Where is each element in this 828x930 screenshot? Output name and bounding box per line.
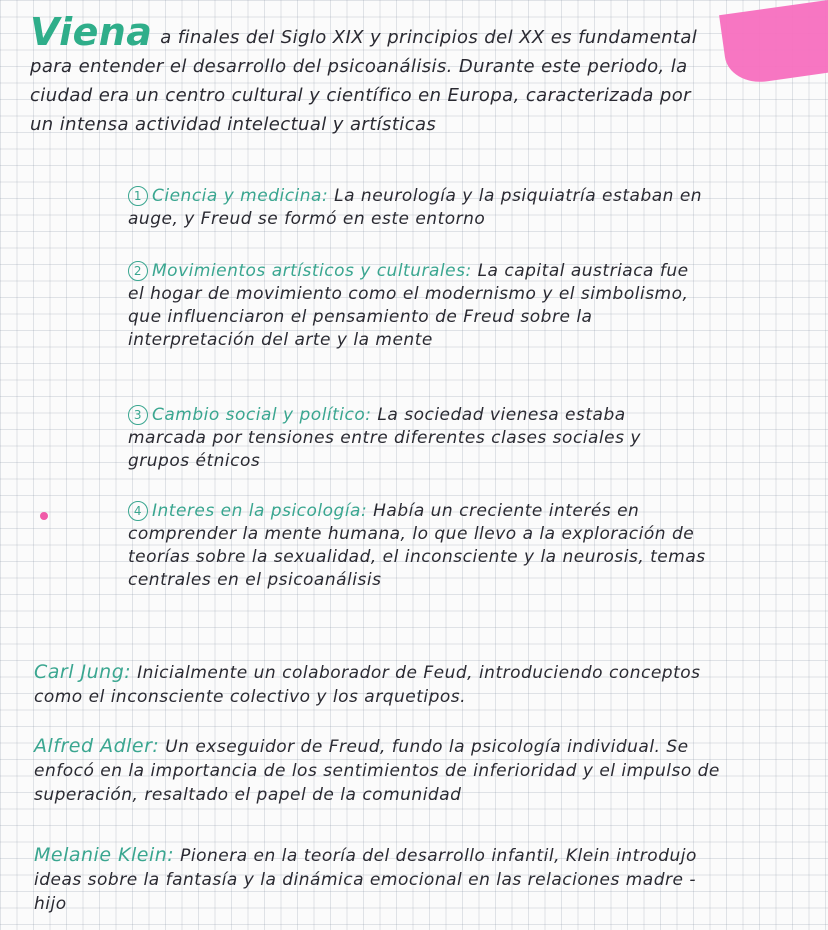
intro-paragraph	[30, 10, 710, 139]
page-title: Viena	[30, 10, 153, 54]
person-name: Carl Jung:	[34, 661, 132, 683]
point-item	[128, 500, 708, 592]
number-circle-icon: 1	[128, 186, 148, 206]
sticky-note	[719, 0, 828, 87]
point-item	[128, 185, 708, 231]
person-text: Un exseguidor de Freud, fundo la psicología individual. Se enfocó en la importancia de los sentimientos de inferioridad y el impulso de superación, resaltado el papel de la comunidad	[34, 737, 720, 805]
person-text: Inicialmente un colaborador de Feud, introduciendo conceptos como el inconsciente colectivo y los arquetipos.	[34, 663, 701, 707]
person-entry	[34, 734, 734, 807]
point-item	[128, 404, 708, 473]
number-circle-icon: 4	[128, 501, 148, 521]
point-text: La capital austriaca fue el hogar de movimiento como el modernismo y el simbolismo, que influenciaron el pensamiento de Freud sobre la interpretación del arte y la mente	[128, 261, 689, 350]
pink-dot-icon	[40, 512, 48, 520]
point-heading: Ciencia y medicina:	[152, 186, 329, 206]
point-text: La neurología y la psiquiatría estaban en auge, y Freud se formó en este entorno	[128, 186, 703, 229]
point-text: Había un creciente interés en comprender la mente humana, lo que llevo a la exploración de teorías sobre la sexualidad, el inconsciente y la neurosis, temas centrales en el psicoanálisis	[128, 501, 706, 590]
intro-text: a finales del Siglo XIX y principios del XX es fundamental para entender el desarrollo del psicoanálisis. Durante este periodo, la ciudad era un centro cultural y científico en Europa, caracterizada por un intensa actividad intelectual y artísticas	[30, 27, 698, 135]
point-item	[128, 260, 708, 352]
person-text: Pionera en la teoría del desarrollo infantil, Klein introdujo ideas sobre la fantasía y la dinámica emocional en las relaciones madre - hijo	[34, 846, 697, 914]
point-text: La sociedad vienesa estaba marcada por tensiones entre diferentes clases sociales y grupos étnicos	[128, 405, 641, 471]
person-entry	[34, 843, 734, 916]
point-heading: Movimientos artísticos y culturales:	[152, 261, 472, 281]
point-heading: Cambio social y político:	[152, 405, 372, 425]
person-name: Melanie Klein:	[34, 844, 175, 866]
point-heading: Interes en la psicología:	[152, 501, 368, 521]
person-entry	[34, 660, 734, 709]
number-circle-icon: 2	[128, 261, 148, 281]
person-name: Alfred Adler:	[34, 735, 160, 757]
number-circle-icon: 3	[128, 405, 148, 425]
